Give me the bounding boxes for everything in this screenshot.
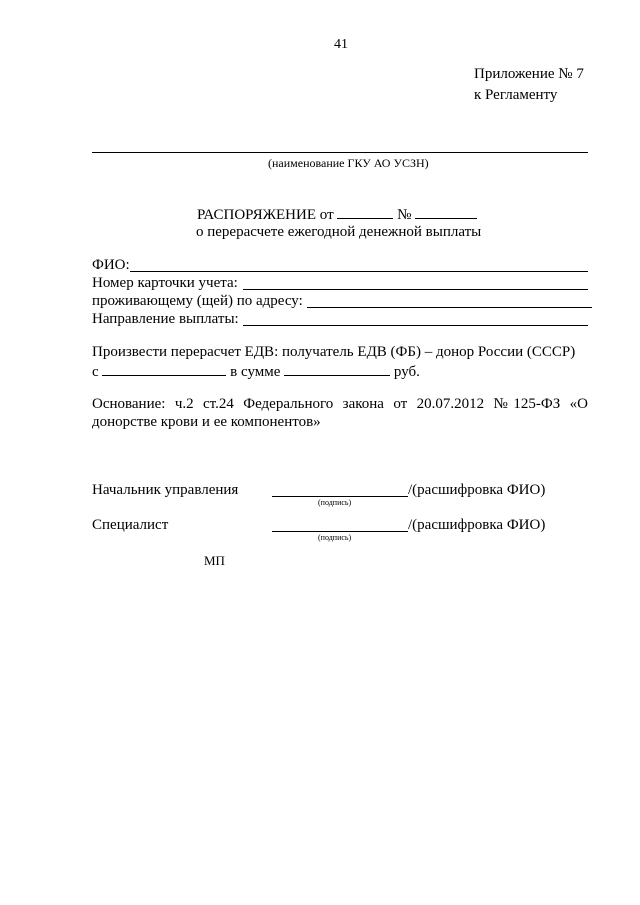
stamp-mark: МП [204,553,225,568]
order-number-blank [415,205,477,219]
order-number-sign: № [397,207,412,223]
signature-line-specialist [272,531,408,532]
org-name-caption: (наименование ГКУ АО УСЗН) [268,156,429,170]
recalc-line-2 [92,362,420,381]
field-fio-line [130,271,588,272]
basis-paragraph: Основание: ч.2 ст.24 Федерального закона от 20.07.2012 №125-ФЗ «О донорстве крови и ее компонентов» [92,396,588,430]
recalc-date-blank [102,362,226,376]
recalc-line-1: Произвести перерасчет ЕДВ: получатель ЕДВ (ФБ) – донор России (СССР) [92,344,576,360]
recalc-currency: руб. [393,364,420,380]
appendix-line-2: к Регламенту [474,87,558,103]
field-payment-direction-label: Направление выплаты: [92,311,239,327]
order-title-prefix: РАСПОРЯЖЕНИЕ от [197,207,334,223]
recalc-from-label: с [92,364,99,380]
order-date-blank [337,205,393,219]
signature-role-head: Начальник управления [92,482,239,498]
field-card-number-line [243,289,588,290]
field-payment-direction-line [243,325,588,326]
appendix-line-1: Приложение № 7 [474,66,584,82]
field-fio-label: ФИО: [92,257,130,273]
field-address-line [307,307,592,308]
field-card-number-label: Номер карточки учета: [92,275,238,291]
recalc-amount-label: в сумме [230,364,281,380]
order-subtitle: о перерасчете ежегодной денежной выплаты [196,224,482,240]
signature-decode-head: /(расшифровка ФИО) [408,482,546,498]
field-address-label: проживающему (щей) по адресу: [92,293,303,309]
signature-caption-head: (подпись) [318,498,352,507]
signature-line-head [272,496,408,497]
signature-role-specialist: Специалист [92,517,169,533]
signature-caption-specialist: (подпись) [318,533,352,542]
page-number: 41 [334,37,348,52]
signature-decode-specialist: /(расшифровка ФИО) [408,517,546,533]
org-name-line [92,152,588,153]
order-title [197,205,477,224]
recalc-amount-blank [284,362,390,376]
